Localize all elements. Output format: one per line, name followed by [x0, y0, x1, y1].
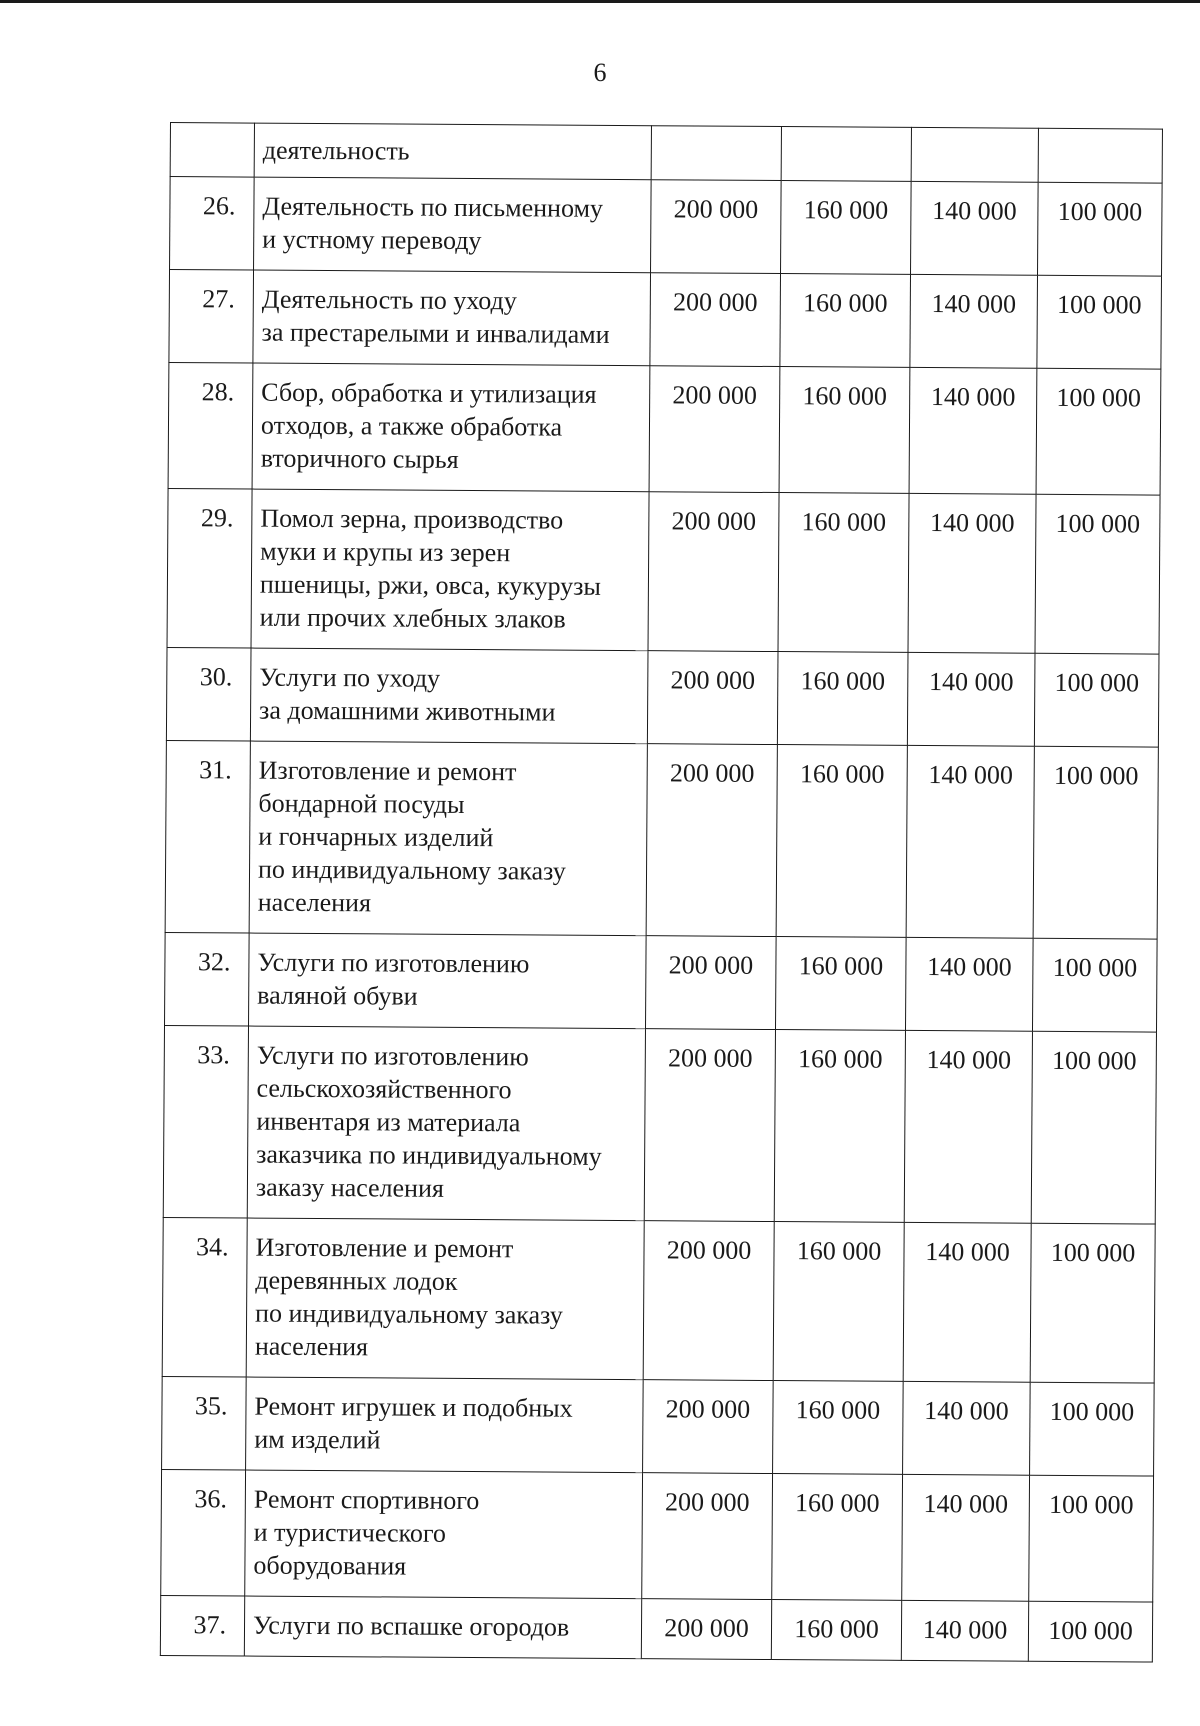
table-row-continuation — [170, 123, 1162, 184]
value-cell: 100 000 — [1032, 938, 1157, 1032]
activity-name-cell: Услуги по уходу за домашними животными — [250, 648, 648, 744]
table-body — [160, 123, 1162, 1663]
activity-name-cell: Изготовление и ремонт бондарной посуды и гончарных изделий по индивидуальному заказу населения — [249, 741, 647, 936]
value-cell: 100 000 — [1035, 494, 1160, 654]
table-row — [169, 270, 1162, 370]
activity-name-cell: Услуги по изготовлению сельскохозяйственного инвентаря из материала заказчика по индивидуальному заказу населения — [247, 1026, 645, 1221]
value-cell: 100 000 — [1034, 653, 1159, 747]
table-container — [160, 122, 1162, 1663]
row-number-cell: 30. — [166, 647, 251, 741]
table-row — [165, 932, 1158, 1032]
value-cell: 160 000 — [771, 1600, 901, 1661]
value-cell: 160 000 — [774, 1030, 905, 1223]
activity-name-cell: Изготовление и ремонт деревянных лодок по индивидуальному заказу населения — [246, 1218, 644, 1380]
value-cell: 200 000 — [643, 1380, 774, 1474]
row-number-cell: 26. — [170, 177, 255, 271]
value-cell: 160 000 — [776, 745, 907, 938]
activity-name-cell: Деятельность по уходу за престарелыми и инвалидами — [253, 270, 651, 366]
value-cell: 200 000 — [642, 1473, 773, 1600]
value-cell: 200 000 — [641, 1599, 771, 1660]
row-number-cell: 34. — [162, 1217, 247, 1377]
value-cell: 200 000 — [648, 492, 779, 652]
activity-name-cell: деятельность — [254, 123, 651, 180]
value-cell: 200 000 — [644, 1029, 775, 1222]
activity-name-cell: Сбор, обработка и утилизация отходов, а также обработка вторичного сырья — [252, 363, 650, 492]
value-cell: 160 000 — [779, 367, 910, 494]
value-cell: 100 000 — [1029, 1475, 1154, 1602]
value-cell: 100 000 — [1031, 1031, 1156, 1224]
table-row — [162, 1217, 1155, 1383]
table-row — [161, 1469, 1154, 1602]
row-number-cell — [170, 123, 254, 178]
rates-table — [160, 122, 1163, 1663]
value-cell: 200 000 — [645, 936, 776, 1030]
value-cell: 140 000 — [909, 367, 1037, 494]
table-row — [170, 177, 1163, 277]
value-cell: 140 000 — [911, 181, 1039, 275]
value-cell: 140 000 — [906, 745, 1034, 938]
value-cell: 100 000 — [1036, 368, 1161, 495]
activity-name-cell: Помол зерна, производство муки и крупы из зерен пшеницы, ржи, овса, кукурузы или прочих хлебных злаков — [251, 489, 649, 651]
value-cell: 140 000 — [901, 1600, 1028, 1661]
value-cell — [1038, 128, 1162, 183]
value-cell: 100 000 — [1030, 1382, 1155, 1476]
page-top-edge — [0, 0, 1200, 3]
table-row — [168, 362, 1161, 495]
activity-name-cell: Ремонт спортивного и туристического оборудования — [245, 1470, 643, 1599]
table-row — [167, 488, 1160, 654]
value-cell: 140 000 — [904, 1030, 1032, 1223]
value-cell: 160 000 — [781, 181, 912, 275]
row-number-cell: 29. — [167, 488, 252, 648]
value-cell: 100 000 — [1033, 746, 1158, 939]
row-number-cell: 36. — [161, 1469, 246, 1596]
value-cell — [651, 126, 781, 181]
row-number-cell: 28. — [168, 362, 253, 489]
row-number-cell: 32. — [165, 932, 250, 1026]
value-cell: 140 000 — [907, 652, 1035, 746]
value-cell: 160 000 — [780, 274, 911, 368]
value-cell: 160 000 — [778, 493, 909, 653]
activity-name-cell: Услуги по вспашке огородов — [244, 1596, 641, 1659]
value-cell: 100 000 — [1037, 275, 1162, 369]
value-cell: 200 000 — [647, 651, 778, 745]
table-row — [165, 740, 1158, 939]
value-cell: 160 000 — [775, 937, 906, 1031]
value-cell: 160 000 — [777, 652, 908, 746]
value-cell: 200 000 — [646, 744, 777, 937]
value-cell — [781, 127, 911, 182]
value-cell: 160 000 — [773, 1222, 904, 1382]
activity-name-cell: Услуги по изготовлению валяной обуви — [249, 933, 647, 1029]
value-cell: 200 000 — [650, 273, 781, 367]
value-cell: 140 000 — [903, 1222, 1031, 1382]
table-row — [166, 647, 1159, 747]
value-cell: 140 000 — [903, 1381, 1031, 1475]
row-number-cell: 27. — [169, 270, 254, 364]
activity-name-cell: Деятельность по письменному и устному переводу — [254, 177, 652, 273]
row-number-cell: 35. — [162, 1376, 247, 1470]
value-cell: 140 000 — [908, 493, 1036, 653]
value-cell: 140 000 — [905, 937, 1033, 1031]
value-cell: 100 000 — [1030, 1223, 1155, 1383]
page-number: 6 — [593, 58, 607, 87]
table-row — [163, 1025, 1156, 1224]
row-number-cell: 33. — [163, 1025, 248, 1218]
value-cell: 200 000 — [649, 366, 780, 493]
value-cell: 160 000 — [772, 1474, 903, 1601]
value-cell: 100 000 — [1038, 182, 1163, 276]
value-cell: 200 000 — [651, 180, 782, 274]
value-cell: 140 000 — [910, 274, 1038, 368]
value-cell: 160 000 — [773, 1381, 904, 1475]
activity-name-cell: Ремонт игрушек и подобных им изделий — [246, 1377, 644, 1473]
value-cell — [911, 127, 1038, 182]
table-row — [160, 1595, 1152, 1662]
value-cell: 200 000 — [643, 1221, 774, 1381]
row-number-cell: 31. — [165, 740, 250, 933]
table-row — [162, 1376, 1155, 1476]
row-number-cell: 37. — [160, 1595, 244, 1656]
value-cell: 100 000 — [1028, 1601, 1152, 1662]
value-cell: 140 000 — [902, 1474, 1030, 1601]
